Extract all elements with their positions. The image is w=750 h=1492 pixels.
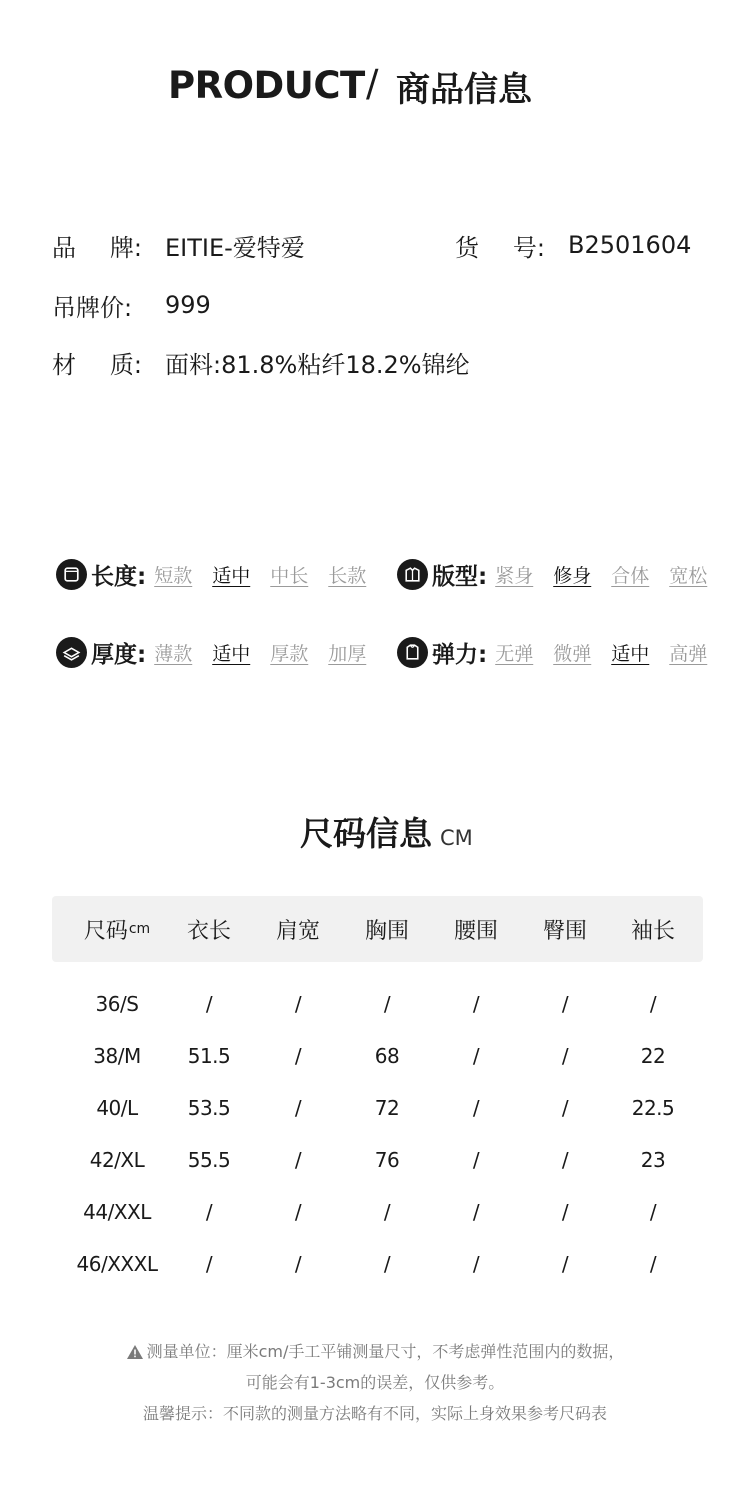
material-value: 面料:81.8%粘纤18.2%锦纶 <box>165 350 470 379</box>
note-line-3: 温馨提示：不同款的测量方法略有不同，实际上身效果参考尺码表 <box>142 1404 607 1423</box>
table-row <box>52 1036 703 1076</box>
thickness-icon <box>56 637 87 668</box>
sku-label: 货 号: <box>455 233 545 262</box>
measure-cell: / <box>649 1252 657 1276</box>
attr-thickness <box>56 635 366 669</box>
measure-cell: / <box>561 1200 569 1224</box>
price-row <box>52 288 211 322</box>
sku-row <box>455 228 691 262</box>
measure-cell: / <box>472 992 480 1016</box>
brand-label: 品 牌: <box>52 233 142 262</box>
measure-cell: / <box>472 1148 480 1172</box>
measure-cell: / <box>649 1200 657 1224</box>
elasticity-option-high: 高弹 <box>669 642 708 665</box>
table-row <box>52 1192 703 1232</box>
measure-cell: 22 <box>640 1044 666 1068</box>
note-line-1: 测量单位：厘米cm/手工平铺测量尺寸，不考虑弹性范围内的数据， <box>146 1342 625 1361</box>
header-chest: 胸围 <box>364 918 409 944</box>
attr-length <box>56 557 366 591</box>
measure-cell: / <box>205 1252 213 1276</box>
measure-cell: / <box>205 1200 213 1224</box>
measure-cell: / <box>383 1200 391 1224</box>
size-cell: 38/M <box>93 1044 141 1068</box>
header-shoulder: 肩宽 <box>275 918 320 944</box>
size-cell: 36/S <box>95 992 139 1016</box>
measurement-notes <box>0 1338 750 1428</box>
measure-cell: / <box>294 1200 302 1224</box>
fit-option-tight: 紧身 <box>495 564 534 587</box>
measure-cell: 68 <box>374 1044 400 1068</box>
measure-cell: / <box>561 1044 569 1068</box>
thickness-option-thin: 薄款 <box>154 642 193 665</box>
size-cell: 46/XXXL <box>76 1252 158 1276</box>
size-title-text: 尺码信息 <box>300 814 432 853</box>
table-row <box>52 1140 703 1180</box>
size-title-unit: CM <box>440 826 473 850</box>
measure-cell: / <box>472 1252 480 1276</box>
fit-option-loose: 宽松 <box>669 564 708 587</box>
measure-cell: / <box>294 1252 302 1276</box>
header-hip: 臀围 <box>542 918 587 944</box>
measure-cell: / <box>294 992 302 1016</box>
measure-cell: / <box>561 1252 569 1276</box>
header-slash: / <box>366 62 379 105</box>
length-option-midlong: 中长 <box>270 564 309 587</box>
sku-value: B2501604 <box>568 231 692 259</box>
thickness-option-extra: 加厚 <box>328 642 367 665</box>
brand-value: EITIE-爱特爱 <box>165 233 305 262</box>
header-sleeve: 袖长 <box>630 918 675 944</box>
measure-cell: 22.5 <box>631 1096 675 1120</box>
measure-cell: / <box>294 1096 302 1120</box>
fit-option-regular: 合体 <box>611 564 650 587</box>
product-header <box>0 60 750 110</box>
attr-elasticity <box>397 635 707 669</box>
note-line-2: 可能会有1-3cm的误差，仅供参考。 <box>245 1373 505 1392</box>
header-waist: 腰围 <box>453 918 498 944</box>
thickness-label: 厚度: <box>91 641 147 668</box>
material-row <box>52 345 470 379</box>
measure-cell: / <box>561 1096 569 1120</box>
size-cell: 42/XL <box>89 1148 145 1172</box>
fit-option-slim: 修身 <box>553 564 592 587</box>
measure-cell: / <box>294 1148 302 1172</box>
brand-row <box>52 228 305 262</box>
material-label: 材 质: <box>52 350 142 379</box>
length-option-short: 短款 <box>154 564 193 587</box>
measure-cell: 55.5 <box>187 1148 231 1172</box>
measure-cell: / <box>472 1200 480 1224</box>
measure-cell: / <box>294 1044 302 1068</box>
measure-cell: / <box>383 1252 391 1276</box>
length-label: 长度: <box>91 563 147 590</box>
elasticity-option-none: 无弹 <box>495 642 534 665</box>
length-option-long: 长款 <box>328 564 367 587</box>
measure-cell: 53.5 <box>187 1096 231 1120</box>
measure-cell: / <box>649 992 657 1016</box>
elasticity-option-medium: 适中 <box>611 642 650 665</box>
thickness-option-thick: 厚款 <box>270 642 309 665</box>
measure-cell: 23 <box>640 1148 666 1172</box>
table-row <box>52 984 703 1024</box>
fit-label: 版型: <box>432 563 488 590</box>
header-size: 尺码 cm <box>83 918 151 944</box>
price-value: 999 <box>165 291 211 319</box>
length-icon <box>56 559 87 590</box>
measure-cell: / <box>383 992 391 1016</box>
fit-icon <box>397 559 428 590</box>
measure-cell: / <box>472 1044 480 1068</box>
table-row <box>52 1244 703 1284</box>
measure-cell: / <box>561 992 569 1016</box>
size-section-title <box>300 808 473 855</box>
measure-cell: / <box>205 992 213 1016</box>
header-title-zh: 商品信息 <box>396 70 532 110</box>
measure-cell: 76 <box>374 1148 400 1172</box>
header-title-en: PRODUCT <box>168 64 365 107</box>
thickness-option-medium: 适中 <box>212 642 251 665</box>
warning-icon <box>126 1344 144 1360</box>
table-row <box>52 1088 703 1128</box>
price-label: 吊牌价: <box>52 293 133 322</box>
measure-cell: 51.5 <box>187 1044 231 1068</box>
length-option-medium: 适中 <box>212 564 251 587</box>
size-cell: 40/L <box>96 1096 138 1120</box>
measure-cell: / <box>561 1148 569 1172</box>
elasticity-option-slight: 微弹 <box>553 642 592 665</box>
elasticity-label: 弹力: <box>432 641 488 668</box>
elasticity-icon <box>397 637 428 668</box>
size-table-header <box>52 896 703 962</box>
size-cell: 44/XXL <box>83 1200 151 1224</box>
attr-fit <box>397 557 707 591</box>
header-length: 衣长 <box>186 918 231 944</box>
measure-cell: / <box>472 1096 480 1120</box>
measure-cell: 72 <box>374 1096 400 1120</box>
